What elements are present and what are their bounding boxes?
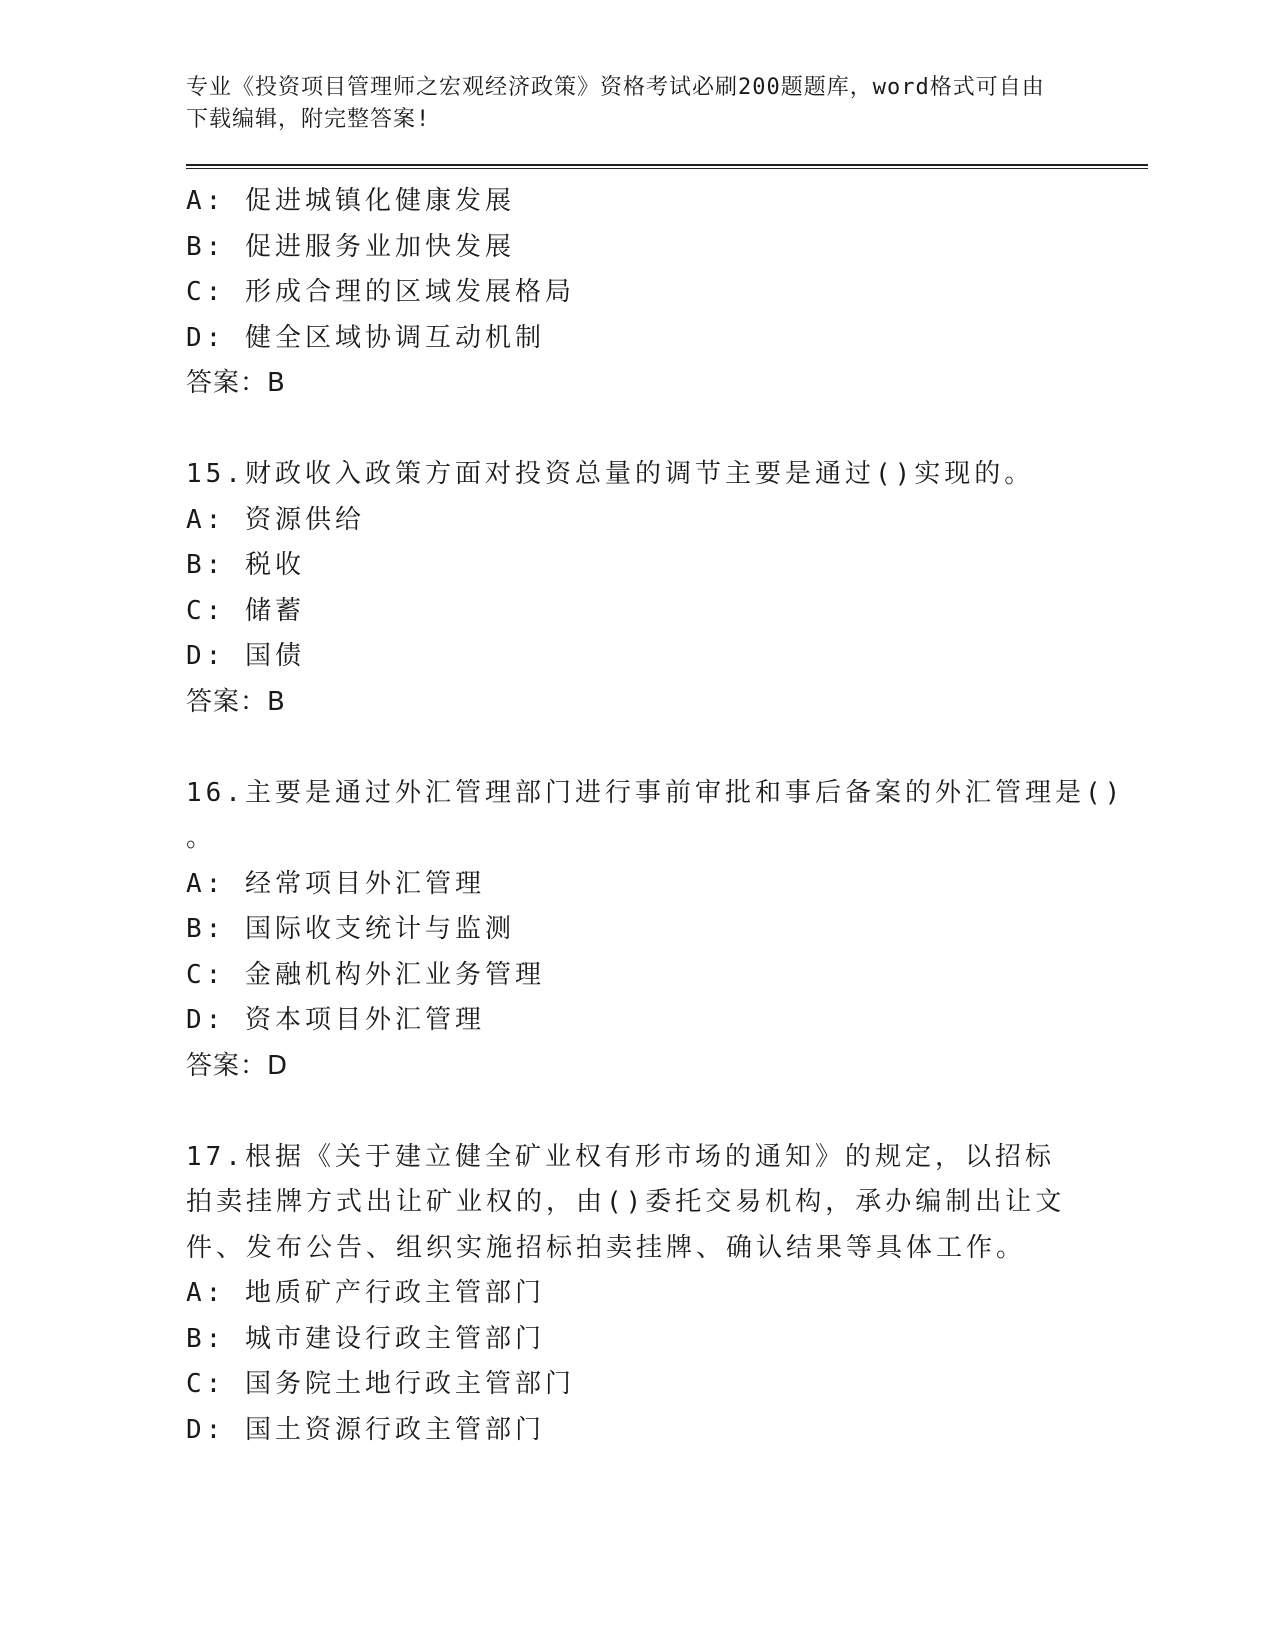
question-stem: 15.财政收入政策方面对投资总量的调节主要是通过()实现的。	[186, 459, 1035, 489]
question-list	[186, 179, 1146, 1453]
question-17	[186, 1135, 1146, 1454]
option-d: D: 资本项目外汇管理	[186, 1005, 485, 1035]
question-16	[186, 771, 1146, 1090]
question-14	[186, 179, 1146, 407]
option-a: A: 资源供给	[186, 504, 365, 535]
answer: 答案：B	[186, 686, 286, 717]
option-b: B: 城市建设行政主管部门	[186, 1323, 545, 1354]
answer: 答案：D	[186, 1050, 289, 1081]
option-a: A: 经常项目外汇管理	[186, 868, 485, 899]
spacer	[186, 407, 1146, 453]
option-c: C: 储蓄	[186, 595, 305, 626]
spacer	[186, 725, 1146, 771]
option-d: D: 健全区域协调互动机制	[186, 322, 545, 353]
option-b: B: 国际收支统计与监测	[186, 914, 515, 944]
answer: 答案：B	[186, 368, 286, 398]
option-c: C: 形成合理的区域发展格局	[186, 277, 575, 307]
option-d: D: 国债	[186, 641, 305, 671]
option-b: B: 促进服务业加快发展	[186, 231, 515, 262]
document-page	[186, 72, 1146, 1453]
spacer	[186, 1089, 1146, 1135]
option-b: B: 税收	[186, 550, 305, 580]
document-header: 专业《投资项目管理师之宏观经济政策》资格考试必刷200题题库，word格式可自由下载编辑，附完整答案!	[186, 75, 1045, 132]
question-stem: 17.根据《关于建立健全矿业权有形市场的通知》的规定，以招标拍卖挂牌方式出让矿业权的，由()委托交易机构，承办编制出让文件、发布公告、组织实施招标拍卖挂牌、确认结果等具体工作。	[186, 1141, 1066, 1263]
option-d: D: 国土资源行政主管部门	[186, 1414, 545, 1445]
question-stem-continuation: 。	[186, 823, 217, 853]
option-c: C: 金融机构外汇业务管理	[186, 959, 545, 990]
question-stem: 16.主要是通过外汇管理部门进行事前审批和事后备案的外汇管理是()	[186, 777, 1125, 808]
option-c: C: 国务院土地行政主管部门	[186, 1369, 575, 1399]
option-a: A: 促进城镇化健康发展	[186, 186, 515, 216]
question-15	[186, 452, 1146, 725]
header-divider	[186, 164, 1148, 169]
option-a: A: 地质矿产行政主管部门	[186, 1278, 545, 1308]
